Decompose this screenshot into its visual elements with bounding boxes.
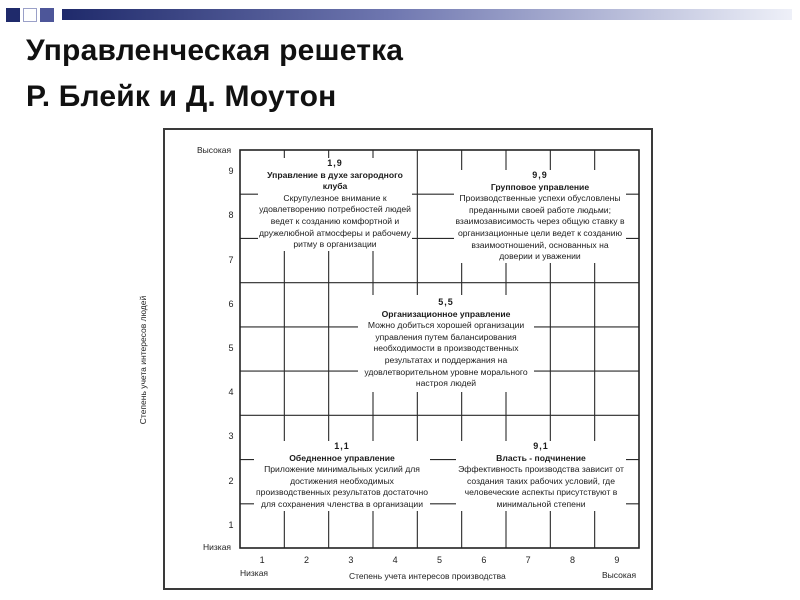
y-tick-label: 9 (228, 166, 234, 177)
y-axis-title: Степень учета интересов людей (138, 295, 148, 425)
x-tick-label: 9 (614, 555, 620, 565)
style-description: Можно добиться хорошей организации управления путем балансирования необходимости в производственных результатах и поддержания на удовлетворительном уровне морального настроя людей (364, 320, 528, 389)
x-axis-low-label: Низкая (240, 568, 269, 578)
style-code: 5,5 (438, 297, 454, 307)
style-name: Власть - подчинение (496, 452, 586, 463)
y-tick-label: 1 (228, 519, 234, 530)
y-tick-label: 8 (228, 210, 234, 221)
style-box-country-club (258, 158, 412, 251)
y-tick-label: 2 (228, 475, 234, 486)
style-box-team (454, 170, 626, 263)
x-tick-label: 5 (436, 555, 442, 565)
slide-title-line1: Управленческая решетка (26, 34, 404, 67)
x-axis-high-label: Высокая (602, 570, 637, 580)
style-name: Управление в духе загородного клуба (267, 169, 403, 192)
style-box-middle-of-road (358, 295, 534, 392)
slide-title-line2: Р. Блейк и Д. Моутон (26, 80, 337, 113)
style-description: Скрупулезное внимание к удовлетворению потребностей людей ведет к созданию комфортной и дружелюбной атмосферы и рабочему ритму в организации (259, 192, 411, 250)
x-tick-label: 3 (348, 555, 354, 565)
style-description: Эффективность производства зависит от создания таких рабочих условий, где человеческие аспекты присутствуют в минимальной степени (458, 464, 624, 509)
x-axis-title: Степень учета интересов производства (349, 571, 506, 581)
y-tick-label: 4 (228, 387, 234, 398)
x-tick-label: 7 (525, 555, 531, 565)
style-description: Производственные успехи обусловлены преданными своей работе людьми; взаимозависимость через общую ставку в организационные цели ведет к созданию взаимоотношений, основанных на доверии и уважении (455, 193, 625, 262)
y-tick-label: 3 (228, 431, 234, 442)
style-code: 1,1 (334, 441, 350, 451)
y-tick-label: 6 (228, 298, 234, 309)
style-code: 9,1 (533, 441, 549, 451)
style-code: 1,9 (327, 158, 343, 168)
style-box-impoverished (254, 441, 430, 511)
x-tick-label: 8 (569, 555, 575, 565)
y-axis-low-label: Низкая (203, 542, 232, 552)
x-tick-label: 2 (303, 555, 309, 565)
y-axis-high-label: Высокая (197, 145, 232, 155)
style-box-authority-compliance (456, 441, 626, 511)
x-tick-label: 1 (259, 555, 265, 565)
y-tick-label: 7 (228, 254, 234, 265)
style-code: 9,9 (532, 170, 548, 180)
y-tick-label: 5 (228, 343, 234, 353)
style-description: Приложение минимальных усилий для достижения необходимых производственных результатов достаточно для сохранения членства в организации (256, 464, 428, 509)
style-name: Организационное управление (381, 308, 511, 319)
style-name: Обедненное управление (289, 452, 395, 463)
style-name: Групповое управление (490, 181, 590, 192)
x-tick-label: 4 (392, 555, 398, 565)
x-tick-label: 6 (481, 555, 487, 565)
